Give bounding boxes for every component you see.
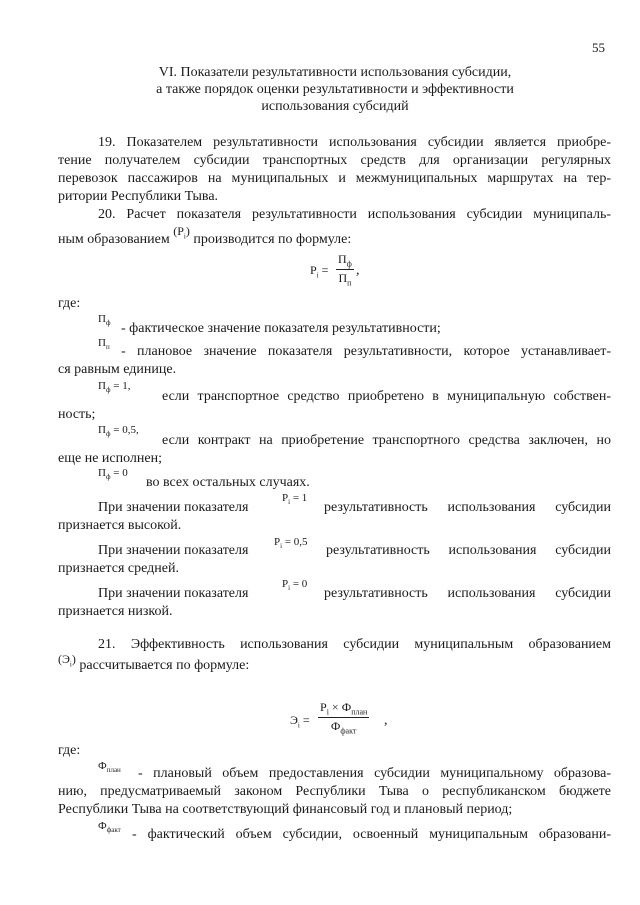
formula2-fraction	[318, 700, 369, 736]
formula2-comma: ,	[384, 713, 388, 728]
formula2-lhs: $Э_i$ =	[290, 713, 310, 730]
ffact-definition-line-1: - фактический объем субсидии, освоенный муниципальным образовани-	[132, 827, 611, 842]
section-heading	[100, 64, 570, 115]
where-label-2: где:	[58, 743, 81, 758]
heading-line-2: а также порядок оценки результативности и эффективности	[156, 82, 514, 97]
case1-line-1: если транспортное средство приобретено в муниципальную собствен-	[162, 389, 611, 404]
formula2-denominator: $Ф_{факт}$	[330, 719, 357, 736]
result-mid-symbol: $P_i = 0,5$	[274, 536, 308, 551]
formula1-comma: ,	[356, 263, 360, 278]
para20-text-pre: ным образованием	[58, 232, 170, 247]
para19-line-3: перевозок пассажиров на муниципальных и межмуниципальных маршрутах на тер-	[58, 171, 611, 186]
ei-symbol-inline: $(Э_i)$	[58, 652, 76, 669]
fplan-definition-line-3: Республики Тыва на соответствующий финансовый год и плановый период;	[58, 802, 513, 817]
result-low-pre: При значении показателя	[98, 586, 249, 601]
case1-symbol: $П_ф = 1$,	[98, 380, 131, 395]
result-high-post: результативность использования субсидии	[324, 500, 611, 515]
para21-line-1: 21. Эффективность использования субсидии муниципальным образованием	[98, 637, 611, 652]
para21-line-2	[58, 652, 250, 679]
pp-symbol: $П_п$	[98, 337, 110, 352]
pp-definition-line-1: - плановое значение показателя результативности, которое устанавливает-	[121, 344, 611, 359]
para19-line-2: тение получателем субсидии транспортных средств для организации регулярных	[58, 153, 611, 168]
pp-definition-line-2: ся равным единице.	[58, 362, 177, 377]
result-low-post: результативность использования субсидии	[324, 586, 611, 601]
ffact-symbol: $Ф_{факт}$	[98, 820, 121, 835]
case3-text: во всех остальных случаях.	[146, 475, 310, 490]
formula1-numerator: $П_ф$	[338, 252, 352, 269]
case3-symbol: $П_ф = 0$	[98, 467, 128, 482]
pf-definition: - фактическое значение показателя результативности;	[121, 321, 441, 336]
formula2-numerator: $P_i \times Ф_{план}$	[320, 700, 368, 717]
para20-line-1: 20. Расчет показателя результативности использования субсидии муниципаль-	[98, 207, 611, 222]
where-label-1: где:	[58, 296, 81, 311]
result-mid-line-2: признается средней.	[58, 561, 179, 576]
case2-line-2: еще не исполнен;	[58, 451, 163, 466]
case1-line-2: ность;	[58, 407, 96, 422]
result-high-line-2: признается высокой.	[58, 518, 182, 533]
para21-text-post: рассчитывается по формуле:	[79, 658, 250, 673]
case2-line-1: если контракт на приобретение транспортного средства заключен, но	[162, 433, 611, 448]
page-number: 55	[592, 40, 605, 55]
formula1-lhs: $P_i$ =	[310, 263, 329, 280]
result-mid-pre: При значении показателя	[98, 543, 249, 558]
fplan-symbol: $Ф_{план}$	[98, 760, 121, 775]
fplan-definition-line-1: - плановый объем предоставления субсидии муниципальному образова-	[138, 766, 611, 781]
fplan-definition-line-2: нию, предусматриваемый законом Республики Тыва о республиканском бюджете	[58, 784, 611, 799]
para20-line-2	[58, 224, 352, 253]
para19-line-1: 19. Показателем результативности использования субсидии является приобре-	[98, 135, 611, 150]
case2-symbol: $П_ф = 0,5$,	[98, 424, 139, 439]
formula1-fraction	[336, 252, 354, 288]
heading-line-1: VI. Показатели результативности использования субсидии,	[158, 65, 512, 80]
formula1-denominator: $П_п$	[338, 271, 352, 288]
pf-symbol: $П_ф$	[98, 313, 111, 328]
result-low-symbol: $P_i = 0$	[282, 578, 308, 593]
para20-text-post: производится по формуле:	[193, 232, 352, 247]
result-high-symbol: $P_i = 1$	[282, 492, 308, 507]
heading-line-3: использования субсидий	[261, 99, 409, 114]
para19-line-4: ритории Республики Тыва.	[58, 189, 219, 204]
result-mid-post: результативность использования субсидии	[326, 543, 611, 558]
pi-symbol-inline: $(P_i)$	[173, 224, 190, 241]
result-low-line-2: признается низкой.	[58, 604, 173, 619]
result-high-pre: При значении показателя	[98, 500, 249, 515]
